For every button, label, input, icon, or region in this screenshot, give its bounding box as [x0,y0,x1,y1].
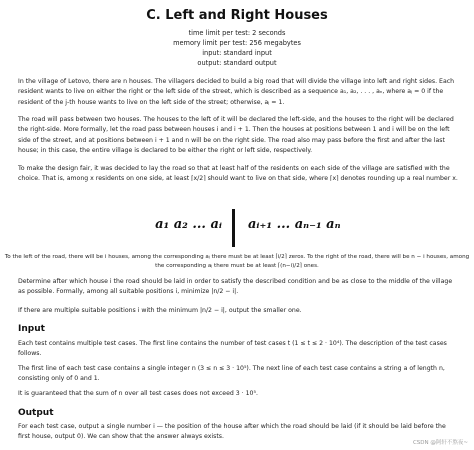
input-spec: input: standard input [202,49,272,57]
road-figure [0,209,474,249]
condition-paragraph: Determine after which house i the road should be laid in order to satisfy the described condition and be as close to the middle of the village as possible. Formally, among all suitable positions i, minimize |n/2 − i|. [18,278,453,296]
problem-title: C. Left and Right Houses [146,8,328,23]
tie-break-paragraph: If there are multiple suitable positions i with the minimum |n/2 − i|, output the smaller one. [18,307,302,314]
input-paragraph-2: The first line of each test case contains a single integer n (3 ≤ n ≤ 3 · 10⁵). The next line of each test case contains a string a of length n, consisting only of 0 and 1. [18,365,445,383]
input-paragraph-3: It is guaranteed that the sum of n over all test cases does not exceed 3 · 10⁵. [18,390,258,397]
left-sequence: a₁ a₂ ... aᵢ [155,217,222,232]
input-paragraph-1: Each test contains multiple test cases. The first line contains the number of test cases t (1 ≤ t ≤ 2 · 10⁴). The description of the test cases follows. [18,340,447,358]
input-heading: Input [18,324,45,334]
output-spec: output: standard output [197,59,277,67]
statement-paragraph-3: To make the design fair, it was decided to lay the road so that at least half of the residents on each side of the village are satisfied with the choice. That is, among x residents on one side, at least ⌈x/2⌉ should want to live on that side, where ⌈x⌉ denotes rounding up a real number x. [18,165,458,183]
output-heading: Output [18,408,54,418]
time-limit: time limit per test: 2 seconds [188,29,286,37]
figure-caption [0,253,474,271]
output-paragraph: For each test case, output a single number i — the position of the house after which the road should be laid (if it should be laid before the first house, output 0). We can show that the answer always exists. [18,423,446,441]
figure-caption-line-1: To the left of the road, there will be i houses, among the corresponding aⱼ there must be at least ⌈i/2⌉ zeros. To the right of the road, there will be n − i houses, among [4,254,470,260]
statement-paragraph-1: In the village of Letovo, there are n houses. The villagers decided to build a big road that will divide the village into left and right sides. Each resident wants to live on either the right or the left side of the street, which is described as a sequence a₁, a₂, . . . , aₙ, where aⱼ = 0 if the resident of the j-th house wants to live on the left side of the street; otherwise, aⱼ = 1. [18,78,455,106]
statement-paragraph-2: The road will pass between two houses. The houses to the left of it will be declared the left-side, and the houses to the right will be declared the right-side. More formally, let the road pass between houses i and i + 1. Then the houses at positions between 1 and i will be on the left side of the street, and at positions between i + 1 and n will be on the right side. The road also may pass before the first and after the last house; in this case, the entire village is declared to be either the right or left side, respectively. [18,116,454,155]
memory-limit: memory limit per test: 256 megabytes [173,39,301,47]
road-divider [232,209,235,247]
right-sequence: aᵢ₊₁ ... aₙ₋₁ aₙ [248,217,341,232]
figure-caption-line-2: the corresponding aⱼ there must be at least ⌈(n−i)/2⌉ ones. [155,263,319,269]
limits-block [0,28,474,68]
watermark: CSDN @阿轩不熬夜~ [412,440,468,446]
